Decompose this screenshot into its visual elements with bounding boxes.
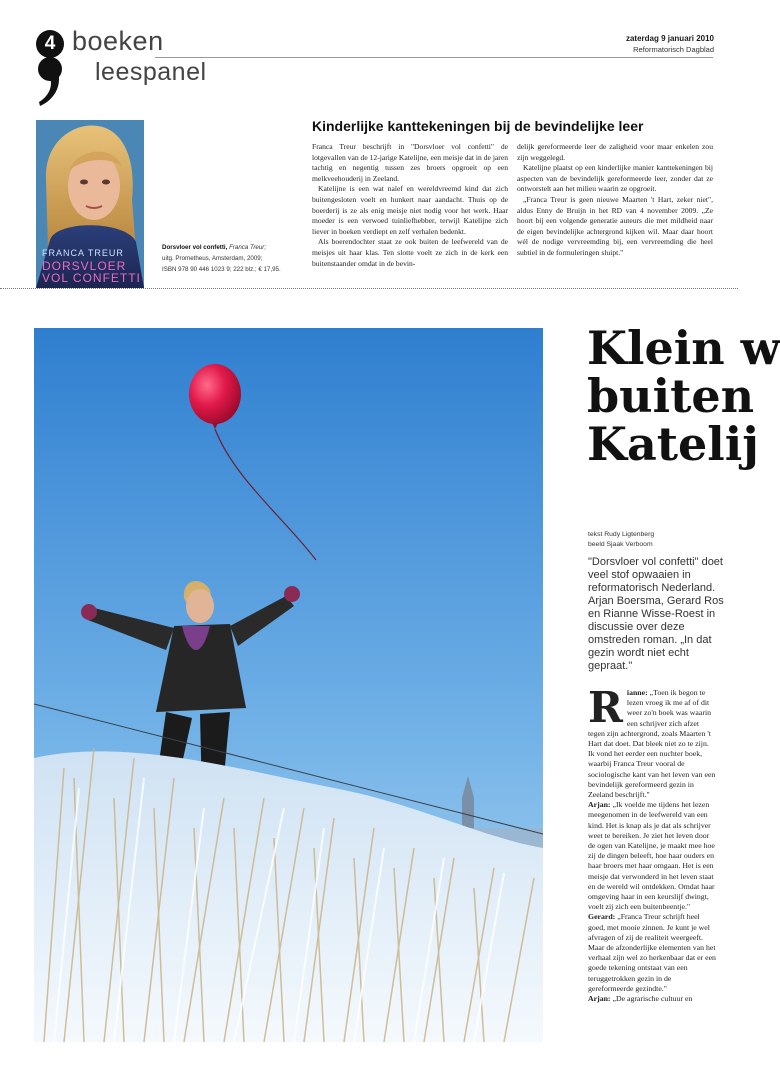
cover-title-line2: VOL CONFETTI [42,271,141,285]
body-paragraph [588,800,716,912]
headline-line-2: buiten [587,369,755,423]
section-divider [0,288,738,289]
feature-headline [587,321,780,471]
drop-cap: R [588,683,623,732]
review-paragraph: Katelijne plaatst op een kinderlijke manier kanttekeningen bij aspecten van de bevindelijk gereformeerde leer, zonder dat ze ontworstelt aan het milieu waarin ze opgroeit. [517,163,713,194]
speaker-text: „Ik voelde me tijdens het lezen meegenomen in de leefwereld van een kind. Het is knap als je dat als schrijver weet te bereiken. Je ziet het leven door de ogen van Katelijne, je maakt mee hoe zij de dingen beleeft, hoe haar ouders en haar broers met haar omgaan. Het is een meisje dat verwonderd in het leven staat en de wereld wil ontdekken. Omdat haar omgeving haar in een keurslijf dwingt, voelt zij zich een buitenbeentje." [588,800,715,912]
photo-credit: beeld Sjaak Verboom [588,541,653,548]
review-paragraph: Als boerendochter staat ze ook buiten de leefwereld van de meisjes uit haar klas. Ten slotte voelt ze zich in de kerk een buitenstaander omdat in de bevin- [312,237,508,268]
review-column-1 [312,142,508,269]
speaker-text: „Toen ik begon te lezen vroeg ik me af of dit weer zo'n boek was waarin een schrijver zich afzet tegen zijn achtergrond, zoals Maarten 't Hart dat doet. Dat bleek niet zo te zijn. Ik vond het eerder een nuchter boek, waarbij Franca Treur vooral de sociologische kant van het leven van een bevindelijk gereformeerd gezin in Zeeland beschrijft." [588,688,716,800]
subsection-title: leespanel [95,58,207,86]
byline [588,530,654,550]
speaker-text: „De agrarische cultuur en [610,994,693,1004]
speaker-name: Arjan: [588,800,611,810]
feature-body [588,683,716,1004]
book-details [162,242,302,275]
cover-title-line1: DORSVLOER [42,259,127,273]
book-isbn: ISBN 978 90 446 1023 9; 222 blz.; € 17,95. [162,266,281,273]
girl-with-balloon-photo-icon [34,328,543,1042]
page-number: 4 [36,30,64,58]
book-title: Dorsvloer vol confetti, [162,244,228,251]
review-column-2 [517,142,713,259]
headline-line-1: Klein w [587,321,780,375]
body-paragraph [588,994,716,1004]
feature-photo [34,328,543,1042]
feature-intro: "Dorsvloer vol confetti" doet veel stof opwaaien in reformatorisch Nederland. Arjan Boersma, Gerard Ros en Rianne Wisse-Roest in discussie over deze omstreden roman. „In dat gezin wordt niet echt gepraat." [588,556,724,672]
review-paragraph: Franca Treur beschrijft in "Dorsvloer vol confetti" de lotgevallen van de 12-jarige Katelijne, een meisje dat in de jaren tachtig en negentig tussen zes broers opgroeit op een melkveehouderij in Zeeland. [312,142,508,183]
header-rule [155,57,713,58]
book-cover [36,120,144,288]
speaker-name: Gerard: [588,912,616,922]
section-title: boeken [72,26,164,56]
comma-logo-icon [36,56,66,108]
newspaper-name: Reformatorisch Dagblad [633,45,714,54]
speaker-text: „Franca Treur schrijft heel goed, met mooie zinnen. Je kunt je wel afvragen of zij de realiteit weergeeft. Maar de afzonderlijke elementen van het verhaal zijn wel zo herkenbaar dat er een goede tekening ontstaat van een teruggetrokken gezin in de gereformeerde gezindte." [588,912,716,993]
text-credit: tekst Rudy Ligtenberg [588,531,655,538]
speaker-name: ianne: [626,688,648,697]
cover-author: FRANCA TREUR [42,248,124,258]
body-paragraph [588,683,716,800]
body-paragraph [588,912,716,994]
issue-date: zaterdag 9 januari 2010 [625,34,714,43]
review-paragraph: delijk gereformeerde leer de zaligheid voor maar enkelen zou zijn weggelegd. [517,142,713,162]
review-paragraph: „Franca Treur is geen nieuwe Maarten 't Hart, zeker niet", aldus Enny de Bruijn in het RD van 4 november 2009. „Ze hoort bij een volgende generatie auteurs die met mildheid naar de eigen bevindelijke achtergrond kijken wil. Maar daar hoort wél de nodige vervreemding bij, een vervreemding die heel subtiel in de formuleringen sluipt." [517,194,713,257]
review-paragraph: Katelijne is een wat naïef en wereldvreemd kind dat zich buitengesloten voelt en hunkert naar aandacht. Thuis op de boerderij is ze als enig meisje niet nodig voor het werk. Haar moeder is een verwoed tuinliefhebber, terwijl Katelijne zich liever in boeken verdiept en zelf verhalen bedenkt. [312,184,508,236]
book-author: Franca Treur; [229,244,267,251]
book-publisher: uitg. Prometheus, Amsterdam, 2009; [162,255,263,262]
review-headline: Kinderlijke kanttekeningen bij de bevindelijke leer [312,118,644,134]
speaker-name: Arjan: [588,994,611,1004]
headline-line-3: Katelij [587,417,759,471]
